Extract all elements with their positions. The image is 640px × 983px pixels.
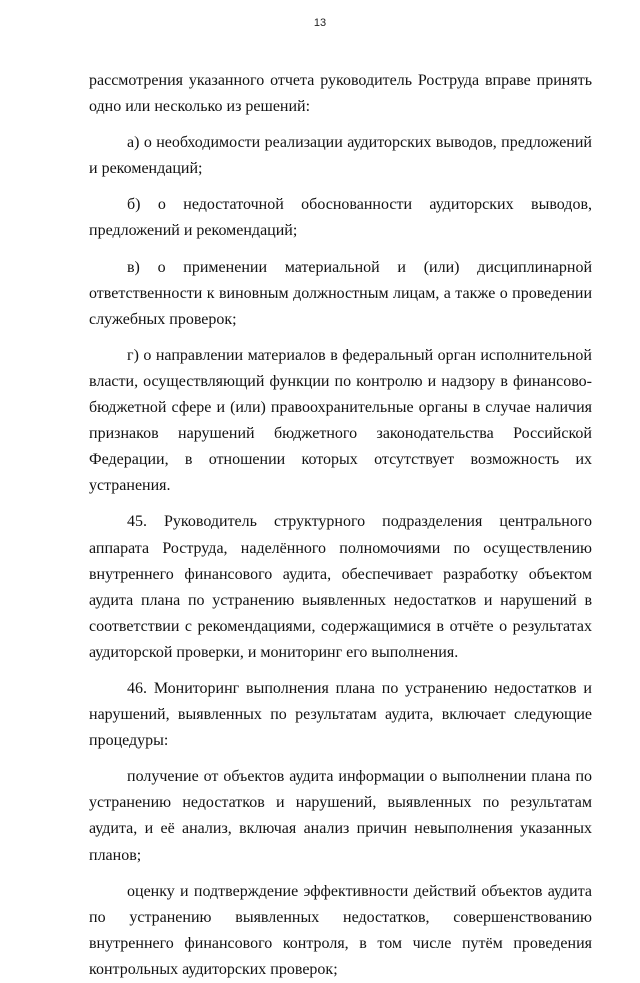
paragraph-clause-45: 45. Руководитель структурного подразделения центрального аппарата Роструда, наделённого полномочиями по осуществлению внутреннего финансового аудита, обеспечивает разработку объектом аудита плана по устранению выявленных недостатков и нарушений в соответствии с рекомендациями, содержащимися в отчёте о результатах аудиторской проверки, и мониторинг его выполнения. xyxy=(89,513,592,661)
page-number: 13 xyxy=(313,17,327,29)
paragraph-procedure-2: оценку и подтверждение эффективности действий объектов аудита по устранению выявленных недостатков, совершенствованию внутреннего финансового контроля, в том числе путём проведения контрольных аудиторских проверок; xyxy=(89,882,592,978)
paragraph-intro-continuation: рассмотрения указанного отчета руководитель Роструда вправе принять одно или несколько из решений: xyxy=(89,72,592,116)
paragraph-clause-46: 46. Мониторинг выполнения плана по устранению недостатков и нарушений, выявленных по результатам аудита, включает следующие процедуры: xyxy=(89,679,592,750)
paragraph-procedure-1: получение от объектов аудита информации о выполнении плана по устранению недостатков и нарушений, выявленных по результатам аудита, и её анализ, включая анализ причин невыполнения указанных планов; xyxy=(89,768,592,864)
document-body xyxy=(89,68,592,983)
paragraph-item-a: а) о необходимости реализации аудиторских выводов, предложений и рекомендаций; xyxy=(89,134,592,178)
paragraph-item-v: в) о применении материальной и (или) дисциплинарной ответственности к виновным должностным лицам, а также о проведении служебных проверок; xyxy=(89,258,592,328)
paragraph-item-b: б) о недостаточной обоснованности аудиторских выводов, предложений и рекомендаций; xyxy=(89,196,592,240)
paragraph-item-g: г) о направлении материалов в федеральный орган исполнительной власти, осуществляющий функции по контролю и надзору в финансово-бюджетной сфере и (или) правоохранительные органы в случае наличия признаков нарушений бюджетного законодательства Российской Федерации, в отношении которых отсутствует возможность их устранения. xyxy=(89,346,592,495)
